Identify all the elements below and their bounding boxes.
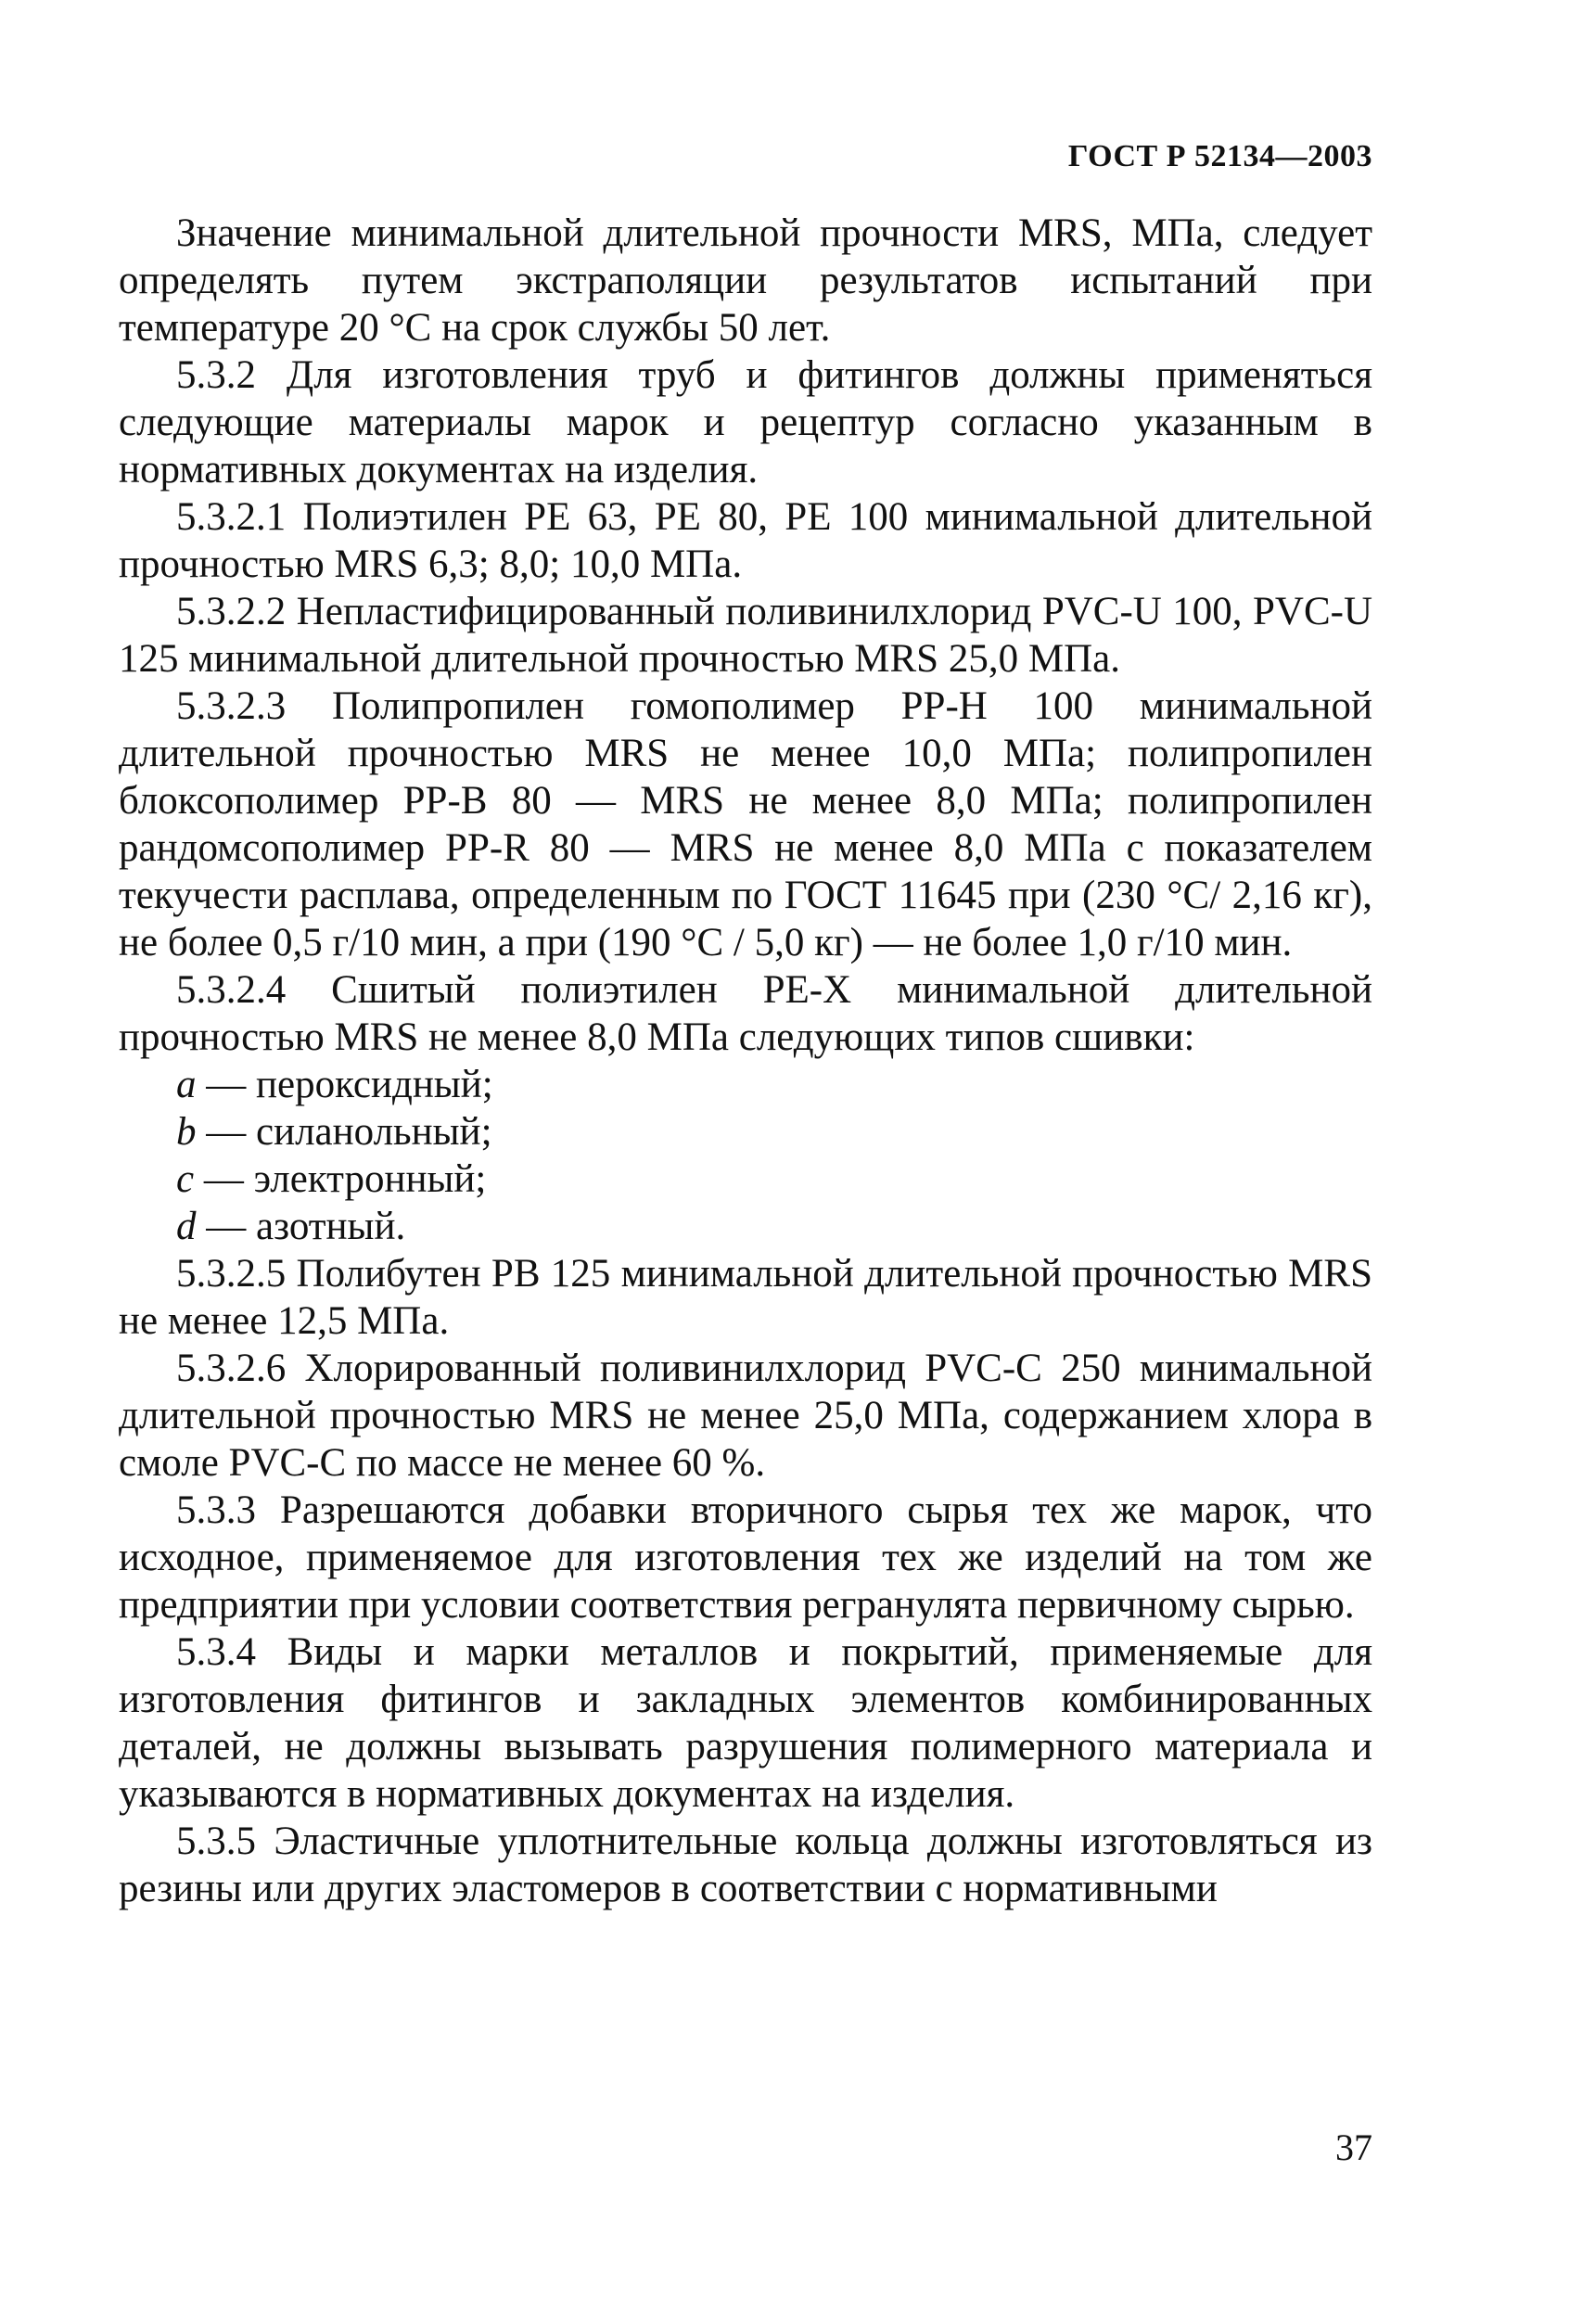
paragraph-5-3-2-3: 5.3.2.3 Полипропилен гомополимер PP-H 100 минимальной длительной прочностью MRS не менее 10,0 МПа; полипропилен блоксополимер PP-B 80 — MRS не менее 8,0 МПа; полипропилен рандомсополимер PP-R 80 — MRS не менее 8,0 МПа с показателем текучести расплава, определенным по ГОСТ 11645 при (230 °С/ 2,16 кг), не более 0,5 г/10 мин, а при (190 °С / 5,0 кг) — не более 1,0 г/10 мин. (119, 684, 1372, 964)
document-header: ГОСТ Р 52134—2003 (1067, 139, 1372, 173)
list-item-letter: d (176, 1205, 197, 1248)
paragraph-5-3-5: 5.3.5 Эластичные уплотнительные кольца должны изготовляться из резины или других эластомеров в соответствии с нормативными (119, 1820, 1372, 1910)
list-item-text: — электронный; (194, 1157, 487, 1201)
document-body (119, 210, 1372, 1912)
list-item-letter: b (176, 1110, 197, 1154)
paragraph-mrs-definition: Значение минимальной длительной прочности MRS, МПа, следует определять путем экстраполяции результатов испытаний при температуре 20 °С на срок службы 50 лет. (119, 211, 1372, 350)
list-item (119, 1108, 1372, 1156)
list-item-text: — пероксидный; (196, 1063, 493, 1106)
page-number: 37 (1335, 2126, 1372, 2168)
paragraph-5-3-2-5: 5.3.2.5 Полибутен РВ 125 минимальной длительной прочностью MRS не менее 12,5 МПа. (119, 1252, 1372, 1343)
list-item-letter: a (176, 1063, 197, 1106)
paragraph-5-3-4: 5.3.4 Виды и марки металлов и покрытий, применяемые для изготовления фитингов и закладных элементов комбинированных деталей, не должны вызывать разрушения полимерного материала и указываются в нормативных документах на изделия. (119, 1630, 1372, 1816)
paragraph-5-3-2: 5.3.2 Для изготовления труб и фитингов должны применяться следующие материалы марок и рецептур согласно указанным в нормативных документах на изделия. (119, 353, 1372, 492)
list-item-letter: c (176, 1157, 195, 1201)
list-item (119, 1203, 1372, 1250)
list-item (119, 1156, 1372, 1203)
paragraph-5-3-3: 5.3.3 Разрешаются добавки вторичного сырья тех же марок, что исходное, применяемое для изготовления тех же изделий на том же предприятии при условии соответствия регранулята первичному сырью. (119, 1488, 1372, 1627)
list-item (119, 1061, 1372, 1108)
list-item-text: — азотный. (196, 1205, 406, 1248)
paragraph-5-3-2-6: 5.3.2.6 Хлорированный поливинилхлорид PVC-C 250 минимальной длительной прочностью MRS не менее 25,0 МПа, содержанием хлора в смоле PVC-C по массе не менее 60 %. (119, 1347, 1372, 1485)
paragraph-5-3-2-4: 5.3.2.4 Сшитый полиэтилен PE-X минимальной длительной прочностью MRS не менее 8,0 МПа следующих типов сшивки: (119, 968, 1372, 1059)
paragraph-5-3-2-2: 5.3.2.2 Непластифицированный поливинилхлорид PVC-U 100, PVC-U 125 минимальной длительной прочностью MRS 25,0 МПа. (119, 590, 1372, 681)
paragraph-5-3-2-1: 5.3.2.1 Полиэтилен РЕ 63, РЕ 80, РЕ 100 минимальной длительной прочностью MRS 6,3; 8,0; 10,0 МПа. (119, 495, 1372, 586)
list-item-text: — силанольный; (196, 1110, 492, 1154)
